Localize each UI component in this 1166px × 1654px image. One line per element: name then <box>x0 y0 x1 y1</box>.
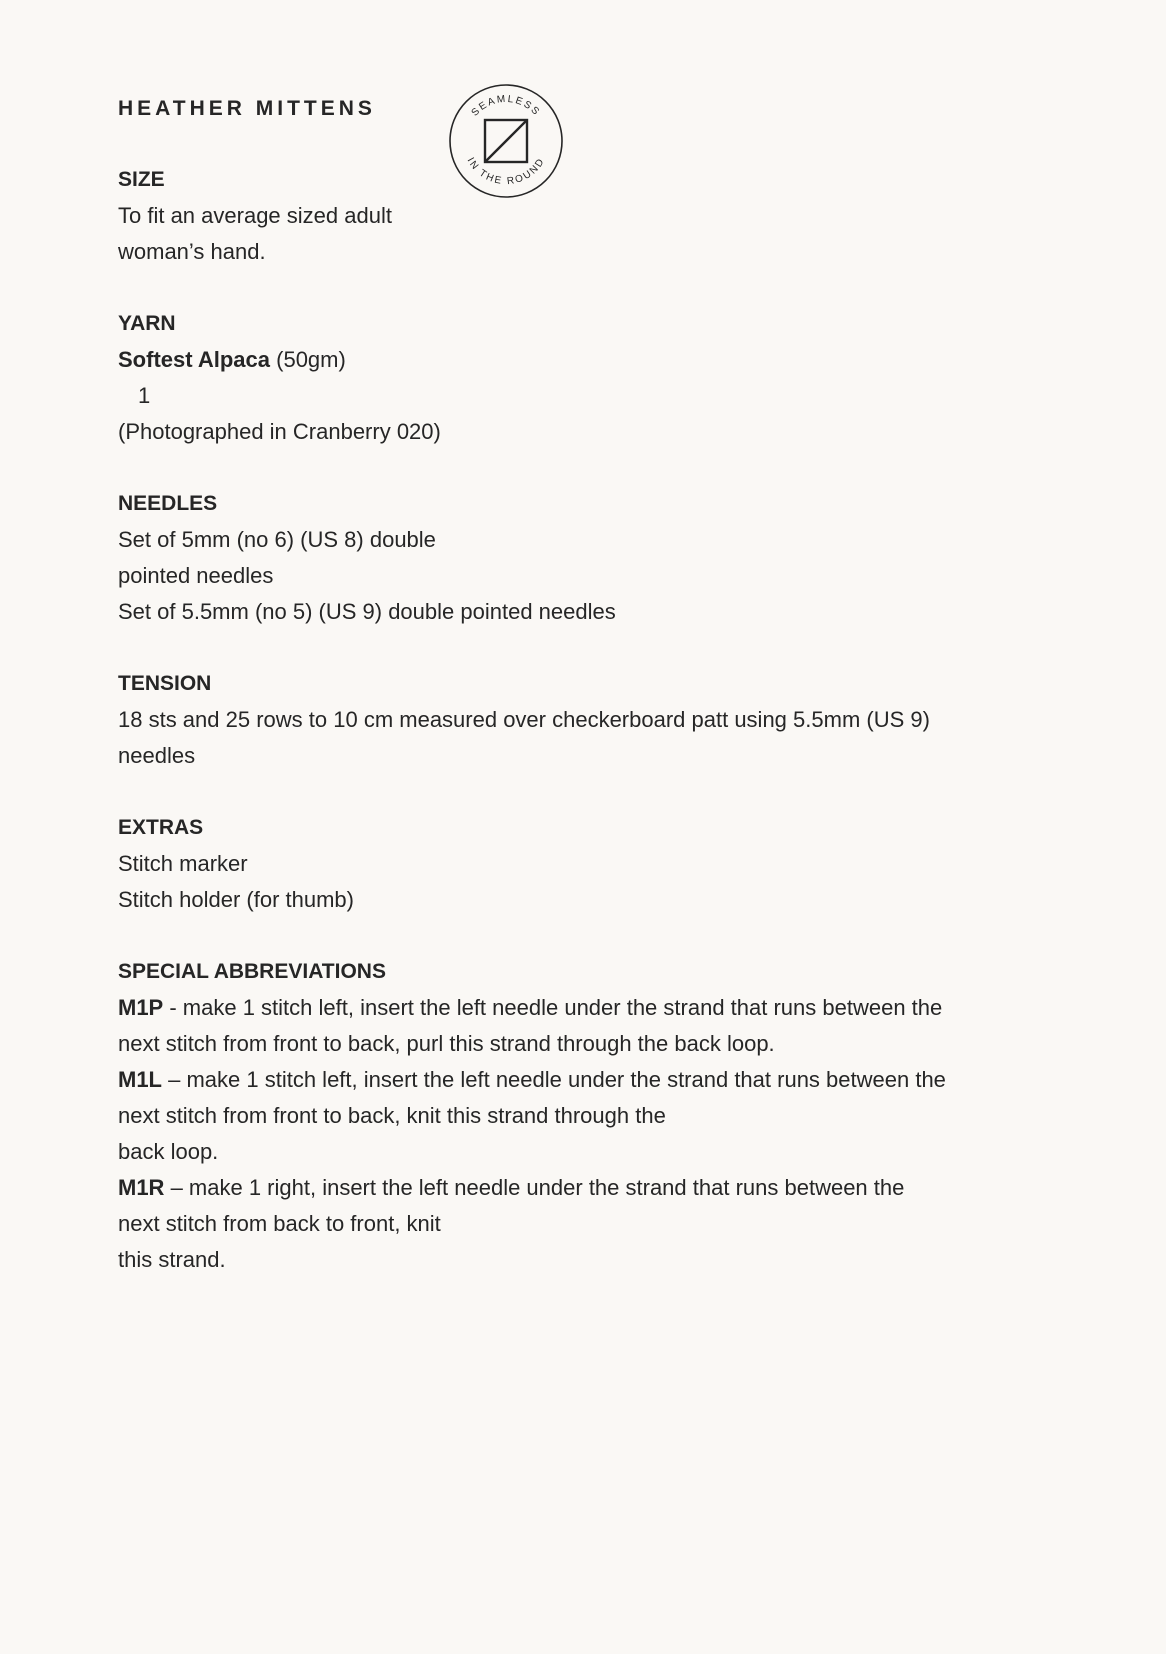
tension-line: 18 sts and 25 rows to 10 cm measured over checkerboard patt using 5.5mm (US 9) <box>118 707 930 732</box>
yarn-name: Softest Alpaca <box>118 347 271 372</box>
abbreviation-text: this strand. <box>118 1247 226 1272</box>
needles-line: pointed needles <box>118 563 274 588</box>
abbreviation-code: M1P <box>118 995 164 1020</box>
yarn-photographed: (Photographed in Cranberry 020) <box>118 419 441 444</box>
extras-section <box>118 810 1078 918</box>
abbreviation-m1p <box>118 990 1078 1026</box>
tension-heading: TENSION <box>118 672 212 695</box>
size-line: woman’s hand. <box>118 239 266 264</box>
needles-heading: NEEDLES <box>118 492 218 515</box>
abbreviation-text: – make 1 stitch left, insert the left needle under the strand that runs between the <box>162 1067 946 1092</box>
size-section <box>118 162 1078 270</box>
abbreviation-m1l <box>118 1062 1078 1098</box>
abbreviation-text: – make 1 right, insert the left needle under the strand that runs between the <box>164 1175 905 1200</box>
abbreviation-text: back loop. <box>118 1139 219 1164</box>
abbreviation-text: next stitch from front to back, knit this strand through the <box>118 1103 666 1128</box>
abbreviation-m1r <box>118 1170 1078 1206</box>
extras-line: Stitch holder (for thumb) <box>118 887 354 912</box>
extras-line: Stitch marker <box>118 851 248 876</box>
abbreviation-code: M1R <box>118 1175 165 1200</box>
extras-heading: EXTRAS <box>118 816 204 839</box>
badge-diagonal <box>485 120 527 162</box>
abbreviations-section <box>118 954 1078 1278</box>
needles-line: Set of 5mm (no 6) (US 8) double <box>118 527 436 552</box>
badge-bottom-text: IN THE ROUND <box>464 155 548 188</box>
yarn-weight: (50gm) <box>270 347 346 372</box>
abbreviation-text: - make 1 stitch left, insert the left needle under the strand that runs between the <box>163 995 943 1020</box>
badge-top-text: SEAMLESS <box>469 93 543 119</box>
abbreviation-text: next stitch from back to front, knit <box>118 1211 441 1236</box>
needles-line: Set of 5.5mm (no 5) (US 9) double pointed needles <box>118 599 616 624</box>
yarn-line <box>118 342 1078 378</box>
needles-section <box>118 486 1078 630</box>
yarn-heading: YARN <box>118 312 176 335</box>
page-title: HEATHER MITTENS <box>118 97 376 120</box>
abbreviations-heading: SPECIAL ABBREVIATIONS <box>118 960 386 983</box>
tension-section <box>118 666 1078 774</box>
tension-line: needles <box>118 743 196 768</box>
pattern-page <box>118 92 1078 1314</box>
yarn-quantity: 1 <box>138 383 151 408</box>
abbreviation-code: M1L <box>118 1067 162 1092</box>
abbreviation-text: next stitch from front to back, purl this strand through the back loop. <box>118 1031 775 1056</box>
size-line: To fit an average sized adult <box>118 203 392 228</box>
seamless-badge-icon <box>447 82 565 200</box>
size-heading: SIZE <box>118 168 165 191</box>
yarn-section <box>118 306 1078 450</box>
